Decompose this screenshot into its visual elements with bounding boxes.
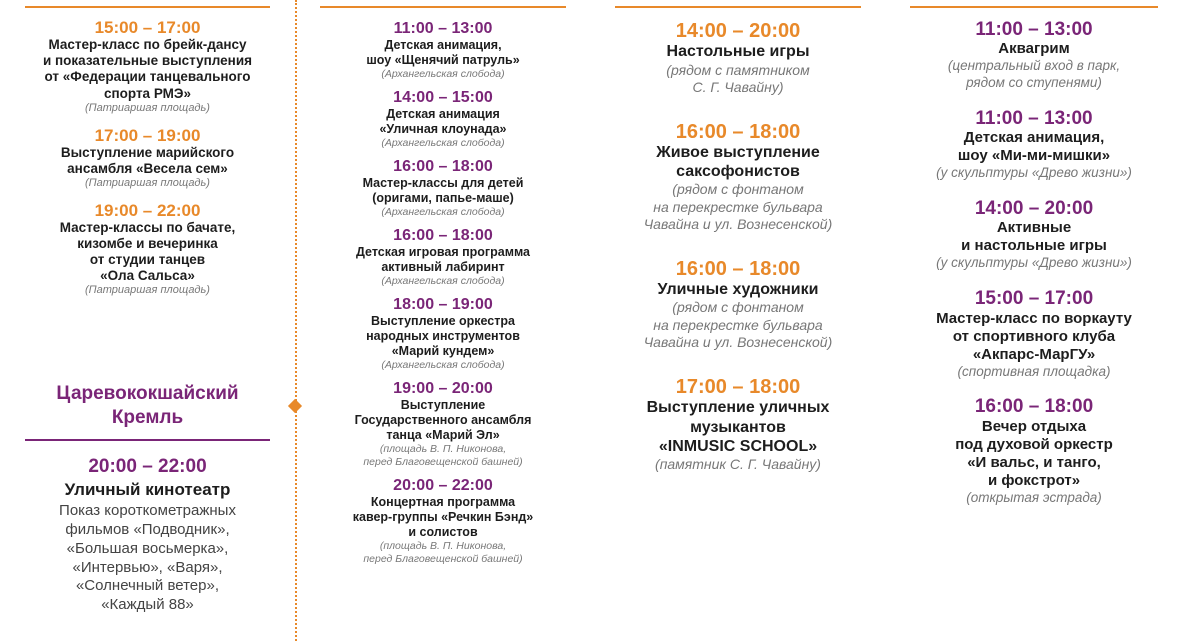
event-time: 15:00 – 17:00	[974, 288, 1094, 310]
event	[320, 296, 566, 372]
schedule-column-3	[615, 20, 861, 497]
event-location: (Архангельская слобода)	[381, 275, 505, 287]
event-title: Мастер-классы по бачате, кизомбе и вечеринка от студии танцев «Ола Сальса»	[59, 219, 236, 284]
event-time: 14:00 – 20:00	[974, 198, 1094, 220]
event-time: 17:00 – 19:00	[94, 125, 201, 145]
event-time: 16:00 – 18:00	[393, 227, 493, 245]
event	[320, 158, 566, 219]
event-title: Детская игровая программа активный лабиринт	[355, 245, 531, 274]
event-title: Выступление Государственного ансамбля танца «Марий Эл»	[354, 398, 532, 443]
event-location: (Патриаршая площадь)	[85, 101, 210, 114]
event-location: (Архангельская слобода)	[381, 359, 505, 372]
event-title: Уличные художники	[657, 281, 819, 299]
event-location: (площадь В. П. Никонова, перед Благовещенской башней)	[363, 443, 523, 469]
event	[910, 288, 1158, 380]
event	[320, 20, 566, 81]
event-title: Мастер-классы для детей (оригами, папье-маше)	[362, 175, 524, 205]
event-time: 14:00 – 20:00	[675, 20, 801, 42]
event-location: (Архангельская слобода)	[381, 136, 505, 149]
top-divider-2	[320, 6, 566, 8]
event-time: 17:00 – 18:00	[675, 375, 801, 398]
section-title: Царевококшайский Кремль	[56, 383, 239, 429]
event-location: (рядом с фонтаном на перекрестке бульвара Чавайна и ул. Вознесенской)	[643, 299, 833, 351]
event-time: 15:00 – 17:00	[94, 18, 201, 37]
schedule-column-2	[320, 20, 566, 574]
event-time: 19:00 – 20:00	[393, 380, 493, 398]
top-divider-1	[25, 6, 270, 8]
event-title: Живое выступление саксофонистов	[656, 143, 820, 181]
event-title: Детская анимация, шоу «Щенячий патруль»	[366, 37, 520, 67]
event-title: Выступление марийского ансамбля «Весела сем»	[60, 144, 235, 176]
event	[910, 396, 1158, 506]
event-location: (Архангельская слобода)	[381, 205, 505, 218]
event-location: (у скульптуры «Древо жизни»)	[936, 165, 1132, 181]
event-location: (у скульптуры «Древо жизни»)	[936, 255, 1132, 271]
event-location: (Патриаршая площадь)	[85, 284, 210, 297]
event-location: (Патриаршая площадь)	[85, 176, 210, 189]
event-location: (открытая эстрада)	[966, 489, 1102, 505]
event	[25, 201, 270, 299]
event	[910, 108, 1158, 182]
event-time: 16:00 – 18:00	[974, 396, 1094, 418]
event-location: (центральный вход в парк, рядом со ступенями)	[947, 58, 1121, 91]
event-time: 18:00 – 19:00	[393, 296, 493, 314]
top-divider-4	[910, 6, 1158, 8]
event-title: Настольные игры	[666, 43, 810, 61]
top-divider-3	[615, 6, 861, 8]
event	[25, 18, 270, 116]
event-time: 14:00 – 15:00	[393, 89, 493, 107]
event-time: 20:00 – 22:00	[88, 455, 207, 477]
event-location: (площадь В. П. Никонова, перед Благовещенской башней)	[363, 540, 523, 566]
event-location: (памятник С. Г. Чавайну)	[655, 455, 821, 472]
event-location: (Архангельская слобода)	[381, 67, 505, 80]
event-title: Мастер-класс по брейк-дансу и показательные выступления от «Федерации танцевального спорта РМЭ»	[42, 37, 253, 101]
event-title: Аквагрим	[998, 40, 1070, 58]
event	[25, 126, 270, 191]
section-divider	[25, 439, 270, 441]
event-description: Показ короткометражных фильмов «Подводник», «Большая восьмерка», «Интервью», «Варя», «Солнечный ветер», «Каждый 88»	[59, 502, 236, 614]
event-title: Выступление оркестра народных инструментов «Марий кундем»	[366, 314, 520, 359]
event-time: 16:00 – 18:00	[393, 158, 493, 176]
event-title: Уличный кинотеатр	[64, 479, 231, 499]
dotted-separator	[295, 0, 297, 641]
event-title: Детская анимация «Уличная клоунада»	[379, 106, 507, 136]
event-title: Детская анимация, шоу «Ми-ми-мишки»	[957, 129, 1111, 165]
schedule-column-1	[25, 18, 270, 308]
event-time: 11:00 – 13:00	[393, 20, 493, 37]
event	[320, 227, 566, 288]
event	[320, 380, 566, 469]
event-time: 11:00 – 13:00	[975, 108, 1093, 130]
event-time: 11:00 – 13:00	[975, 19, 1093, 40]
event	[320, 89, 566, 150]
event-title: Концертная программа кавер-группы «Речкин Бэнд» и солистов	[352, 495, 534, 540]
event-time: 20:00 – 22:00	[393, 477, 493, 495]
schedule-column-4	[910, 19, 1158, 523]
diamond-icon	[288, 399, 302, 413]
event-time: 19:00 – 22:00	[94, 200, 201, 220]
event	[320, 477, 566, 566]
event	[615, 20, 861, 97]
event-time: 16:00 – 18:00	[675, 257, 801, 280]
event	[25, 456, 270, 615]
event	[615, 258, 861, 352]
event-title: Вечер отдыха под духовой оркестр «И вальс, и танго, и фокстрот»	[955, 417, 1113, 489]
event-title: Выступление уличных музыкантов «INMUSIC SCHOOL»	[646, 399, 830, 455]
event-title: Мастер-класс по воркауту от спортивного клуба «Акпарс-МарГУ»	[936, 309, 1132, 363]
event-location: (рядом с фонтаном на перекрестке бульвара Чавайна и ул. Вознесенской)	[643, 181, 833, 233]
event-location: (спортивная площадка)	[957, 363, 1111, 379]
event	[615, 121, 861, 234]
event	[615, 376, 861, 473]
event	[910, 19, 1158, 92]
event-location: (рядом с памятником С. Г. Чавайну)	[666, 61, 810, 96]
event	[910, 198, 1158, 272]
event-title: Активные и настольные игры	[961, 219, 1107, 255]
kremlin-section	[25, 382, 270, 615]
event-time: 16:00 – 18:00	[675, 120, 801, 143]
